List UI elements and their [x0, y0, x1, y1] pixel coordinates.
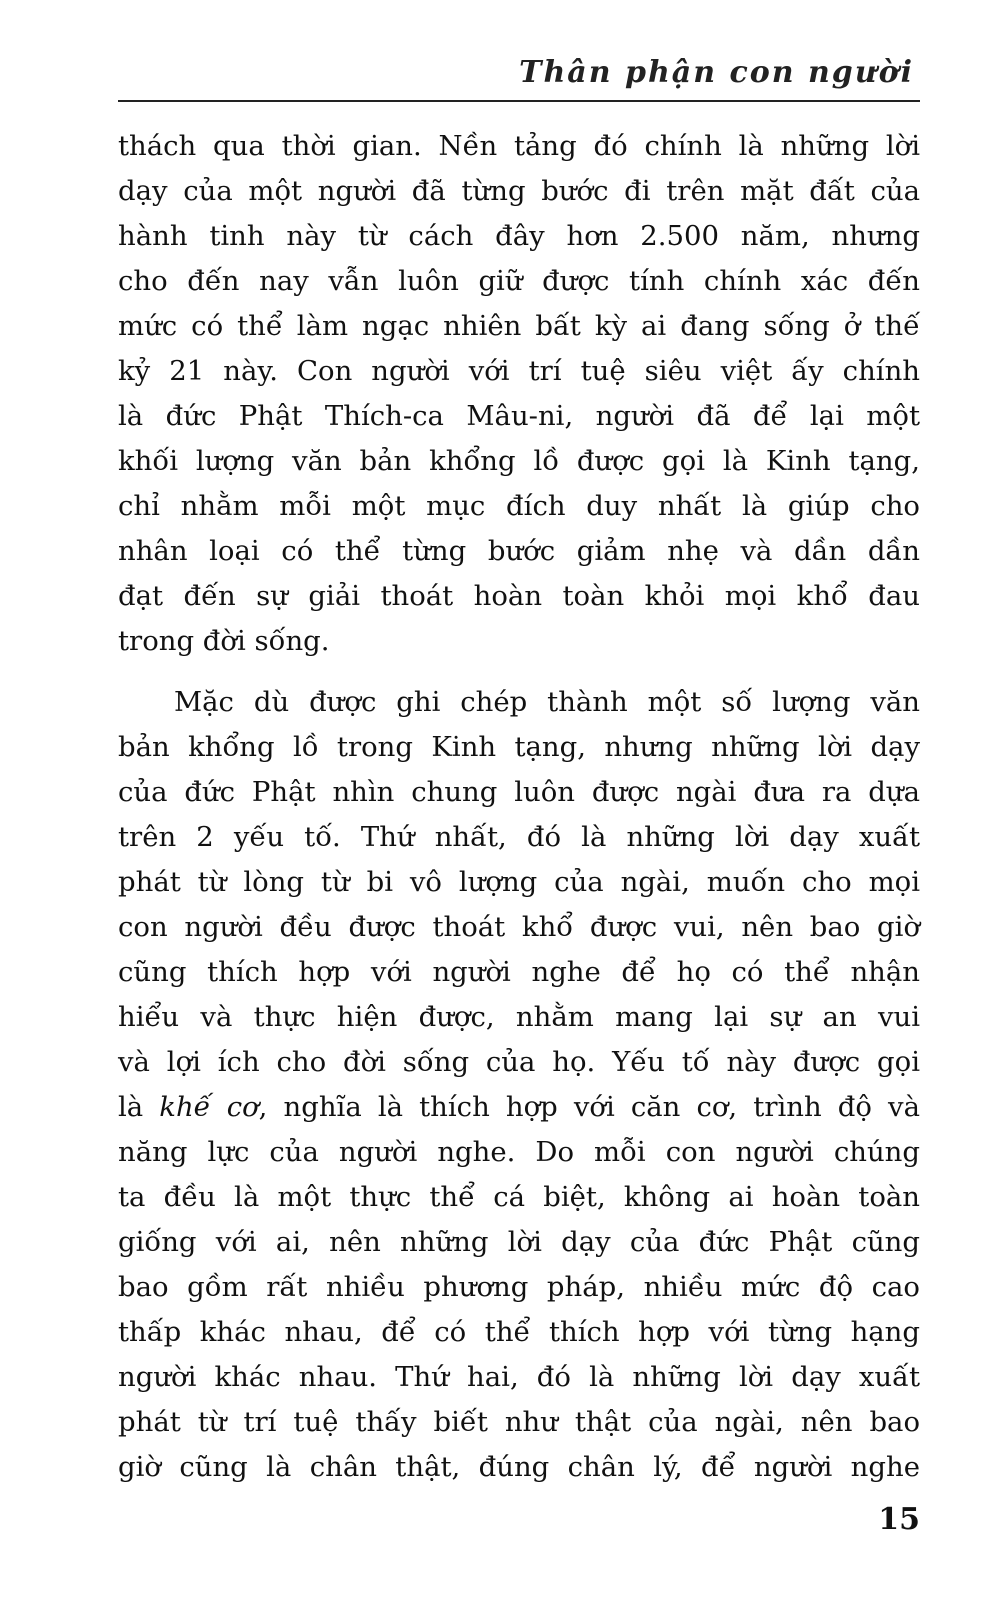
text-fragment: là	[118, 1091, 160, 1123]
text-line: phát từ lòng từ bi vô lượng của ngài, muốn cho mọi	[118, 866, 920, 898]
text-line: giống với ai, nên những lời dạy của đức Phật cũng	[118, 1226, 920, 1258]
text-line: khối lượng văn bản khổng lồ được gọi là Kinh tạng,	[118, 445, 920, 477]
text-line: hành tinh này từ cách đây hơn 2.500 năm, nhưng	[118, 220, 920, 252]
text-line: trên 2 yếu tố. Thứ nhất, đó là những lời dạy xuất	[118, 821, 920, 853]
text-line: trong đời sống.	[118, 625, 330, 657]
running-header-title: Thân phận con người	[519, 55, 914, 90]
text-line: thấp khác nhau, để có thể thích hợp với từng hạng	[118, 1316, 920, 1348]
paragraph-1	[118, 124, 920, 664]
paragraph-gap	[118, 664, 920, 680]
running-header	[118, 48, 920, 102]
text-line: thách qua thời gian. Nền tảng đó chính là những lời	[118, 130, 920, 162]
text-line: nhân loại có thể từng bước giảm nhẹ và dần dần	[118, 535, 920, 567]
text-line: là đức Phật Thích-ca Mâu-ni, người đã để lại một	[118, 400, 920, 432]
text-line: ta đều là một thực thể cá biệt, không ai hoàn toàn	[118, 1181, 920, 1213]
text-line: phát từ trí tuệ thấy biết như thật của ngài, nên bao	[118, 1406, 920, 1438]
italic-term: khế cơ	[159, 1091, 259, 1123]
text-line: bao gồm rất nhiều phương pháp, nhiều mức độ cao	[118, 1271, 920, 1303]
text-line: Mặc dù được ghi chép thành một số lượng văn	[174, 686, 920, 718]
text-line: của đức Phật nhìn chung luôn được ngài đưa ra dựa	[118, 776, 920, 808]
text-line: kỷ 21 này. Con người với trí tuệ siêu việt ấy chính	[118, 355, 920, 387]
body-text	[118, 124, 920, 1490]
text-line: bản khổng lồ trong Kinh tạng, nhưng những lời dạy	[118, 731, 920, 763]
text-line: mức có thể làm ngạc nhiên bất kỳ ai đang sống ở thế	[118, 310, 920, 342]
text-line: cũng thích hợp với người nghe để họ có thể nhận	[118, 956, 920, 988]
text-line: giờ cũng là chân thật, đúng chân lý, để người nghe	[118, 1451, 920, 1483]
text-line: đạt đến sự giải thoát hoàn toàn khỏi mọi khổ đau	[118, 580, 920, 612]
page-number: 15	[878, 1502, 920, 1537]
text-line: chỉ nhằm mỗi một mục đích duy nhất là giúp cho	[118, 490, 920, 522]
text-line: và lợi ích cho đời sống của họ. Yếu tố này được gọi	[118, 1046, 920, 1078]
text-line: dạy của một người đã từng bước đi trên mặt đất của	[118, 175, 920, 207]
text-line: hiểu và thực hiện được, nhằm mang lại sự an vui	[118, 1001, 920, 1033]
paragraph-2	[118, 680, 920, 1490]
text-line-with-term	[118, 1085, 920, 1130]
text-fragment: , nghĩa là thích hợp với căn cơ, trình độ và	[258, 1091, 920, 1123]
text-line: năng lực của người nghe. Do mỗi con người chúng	[118, 1136, 920, 1168]
text-line: người khác nhau. Thứ hai, đó là những lời dạy xuất	[118, 1361, 920, 1393]
text-line: con người đều được thoát khổ được vui, nên bao giờ	[118, 911, 920, 943]
text-line: cho đến nay vẫn luôn giữ được tính chính xác đến	[118, 265, 920, 297]
